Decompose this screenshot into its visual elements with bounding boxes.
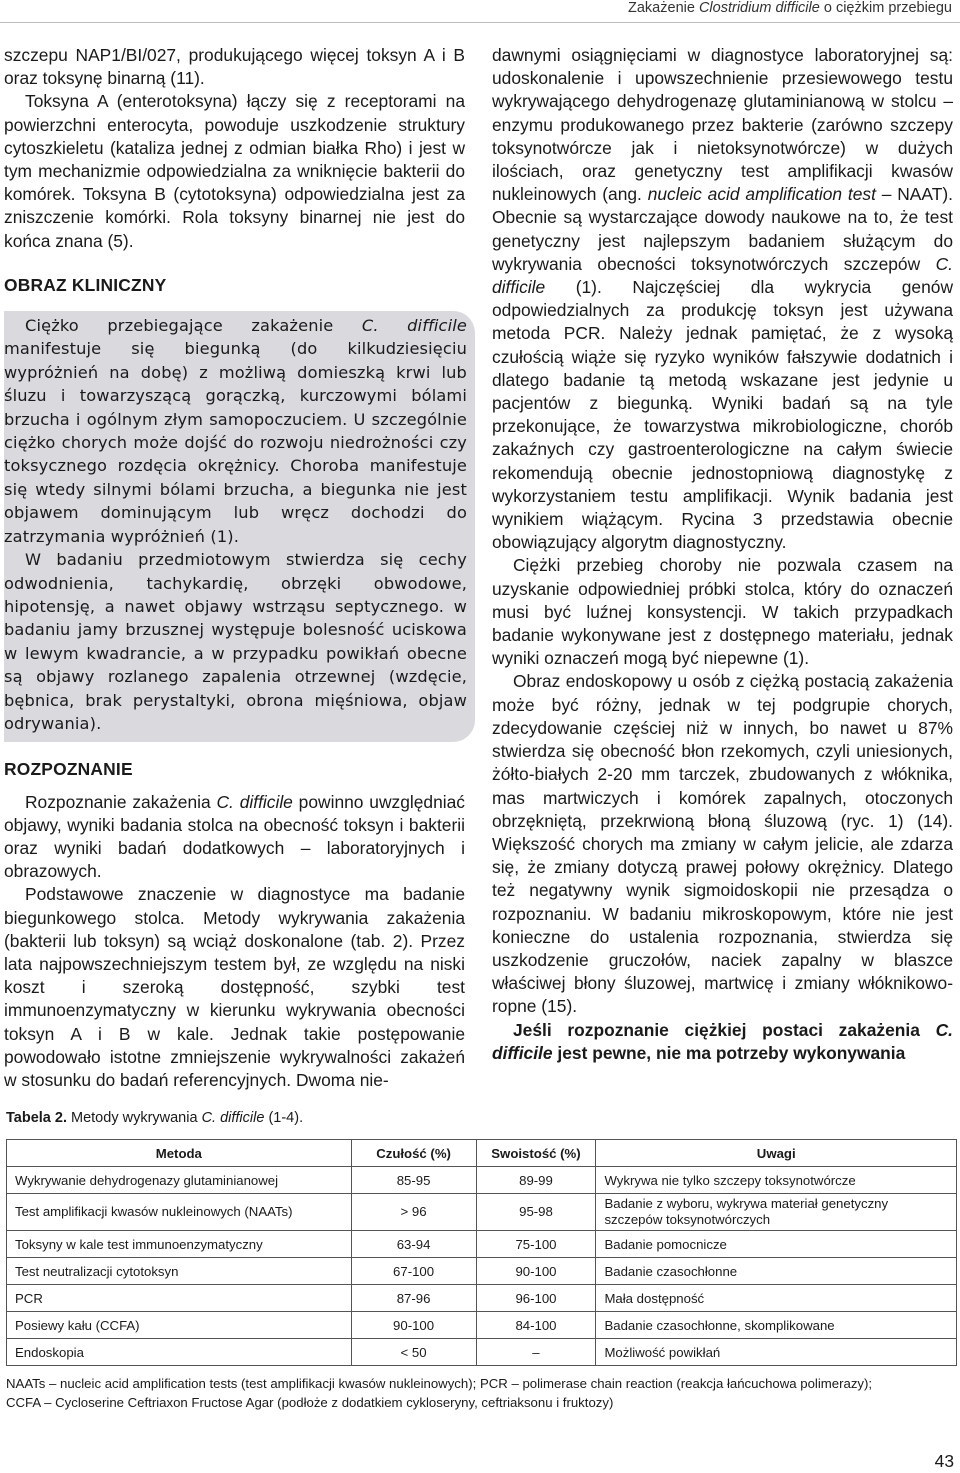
table-cell-notes: Badanie czasochłonne, skomplikowane [596,1312,957,1339]
running-header: Zakażenie Clostridium difficile o ciężkim przebiegu [628,0,952,16]
table-row [7,1285,957,1312]
table-cell-notes: Mała dostępność [596,1285,957,1312]
table-footnote [6,1374,958,1412]
table-cell-method: Posiewy kału (CCFA) [7,1312,352,1339]
right-column [492,44,953,1065]
section-heading-clinical: OBRAZ KLINICZNY [4,274,167,295]
table-cell-specificity: 96-100 [476,1285,596,1312]
table-cell-sensitivity: 85-95 [351,1167,476,1194]
paragraph: W badaniu przedmiotowym stwierdza się cechy odwodnienia, tachykardię, obrzęki obwodowe, hipotensję, a nawet objawy wstrząsu septycznego. w badaniu jamy brzusznej występuje bolesność uciskowa w lewym kwadrancie, a w przypadku powikłań obecne są objawy rozlanego zapalenia otrzewnej (wzdęcie, bębnica, brak perystaltyki, obrona mięśniowa, objaw odrywania). [4,550,467,733]
paragraph: Toksyna A (enterotoksyna) łączy się z receptorami na powierzchni enterocyta, powoduje uszkodzenie struktury cytoszkieletu (kataliza jednej z odmian białka Rho) i jest w tym mechanizmie odpowiedzialna za wniknięcie bakterii do komórek. Toksyna B (cytotoksyna) odpowiedzialna jest za zniszczenie komórki. Rola toksyny binarnej nie jest do końca znana (5). [4,91,465,251]
table-cell-method: PCR [7,1285,352,1312]
paragraph: Rozpoznanie zakażenia C. difficile powinno uwzględniać objawy, wyniki badania stolca na obecność toksyn i bakterii oraz wyniki badań dodatkowych – laboratoryjnych i obrazowych. [4,791,465,882]
table-cell-method: Test neutralizacji cytotoksyn [7,1258,352,1285]
table-row [7,1194,957,1231]
table-cell-sensitivity: 67-100 [351,1258,476,1285]
table-header-row [7,1140,957,1167]
table-cell-notes: Wykrywa nie tylko szczepy toksynotwórcze [596,1167,957,1194]
table-cell-notes: Możliwość powikłań [596,1339,957,1366]
table-cell-method: Wykrywanie dehydrogenazy glutaminianowej [7,1167,352,1194]
column-header: Czułość (%) [351,1140,476,1167]
table-row [7,1167,957,1194]
table-cell-sensitivity: > 96 [351,1194,476,1231]
section-heading-diagnosis: ROZPOZNANIE [4,759,133,780]
table-cell-notes: Badanie czasochłonne [596,1258,957,1285]
running-header-species: Clostridium difficile [698,0,820,16]
table-row [7,1231,957,1258]
paragraph: szczepu NAP1/BI/027, produkującego więcej toksyn A i B oraz toksynę binarną (11). [4,45,465,89]
header-rule [0,22,960,23]
table-cell-sensitivity: 63-94 [351,1231,476,1258]
table-cell-specificity: 95-98 [476,1194,596,1231]
column-header: Metoda [7,1140,352,1167]
column-header: Uwagi [596,1140,957,1167]
table-cell-notes: Badanie z wyboru, wykrywa materiał genetyczny szczepów toksynotwórczych [596,1194,957,1231]
table-cell-specificity: 90-100 [476,1258,596,1285]
paragraph: dawnymi osiągnięciami w diagnostyce laboratoryjnej są: udoskonalenie i upowszechnienie przesiewowego testu wykrywającego dehydrogenazę glutaminianową w stolcu – enzymu produkowanego przez bakterie (zarówno szczepy toksynotwórcze jak i nietoksynotwórcze) w dużych ilościach, oraz genetyczny test amplifikacji kwasów nukleinowych (ang. nucleic acid amplification test – NAAT). Obecnie są wystarczające dowody naukowe na to, że test genetyczny jest najlepszym badaniem służącym do wykrywania obecności toksynotwórczych szczepów C. difficile (1). Najczęściej dla wykrycia genów odpowiedzialnych za produkcję toksyn jest używana metoda PCR. Należy jednak pamiętać, że z wysoką czułością wiąże się ryzyko wyników fałszywie dodatnich i dlatego badanie tą metodą wskazane jest jedynie u pacjentów z biegunką. Wyniki badań są na tyle przekonujące, że towarzystwa mikrobiologiczne, chorób zakaźnych czy gastroenterologiczne na całym świecie rekomendują obecnie jednostopniową diagnostykę z wykorzystaniem testu amplifikacji. Wynik badania jest wynikiem wiążącym. Rycina 3 przedstawia obecnie obowiązujący algorytm diagnostyczny. [492,45,953,553]
methods-table [6,1139,957,1366]
footnote-line: NAATs – nucleic acid amplification tests (test amplifikacji kwasów nukleinowych); PCR – polimerase chain reaction (reakcja łańcuchowa polimerazy); [6,1376,873,1391]
paragraph-bold: Jeśli rozpoznanie ciężkiej postaci zakażenia C. difficile jest pewne, nie ma potrzeby wykonywania [492,1019,953,1063]
paragraph: Ciężki przebieg choroby nie pozwala czasem na uzyskanie odpowiedniej próbki stolca, który do oznaczeń musi być luźnej konsystencji. W takich przypadkach badanie wykonywane jest z dostępnego materiału, jednak wyniki oznaczeń mogą być niepewne (1). [492,555,953,669]
column-header: Swoistość (%) [476,1140,596,1167]
table-cell-sensitivity: 87-96 [351,1285,476,1312]
table-cell-sensitivity: 90-100 [351,1312,476,1339]
table-cell-method: Test amplifikacji kwasów nukleinowych (NAATs) [7,1194,352,1231]
table-cell-specificity: – [476,1339,596,1366]
table-row [7,1339,957,1366]
table-cell-specificity: 84-100 [476,1312,596,1339]
table-caption: Tabela 2. Metody wykrywania C. difficile (1-4). [6,1110,304,1126]
footnote-line: CCFA – Cycloserine Ceftriaxon Fructose Agar (podłoże z dodatkiem cykloseryny, ceftriaksonu i fruktozy) [6,1395,614,1410]
paragraph: Ciężko przebiegające zakażenie C. difficile manifestuje się biegunką (do kilkudziesięciu wypróżnień na dobę) z możliwą domieszką krwi lub śluzu i towarzyszącą gorączką, kurczowymi bólami brzucha i ogólnym złym samopoczuciem. U szczególnie ciężko chorych może dojść do rozwoju niedrożności czy toksycznego rozdęcia okrężnicy. Choroba manifestuje się wtedy silnymi bólami brzucha, a biegunka nie jest objawem dominującym lub wręcz dochodzi do zatrzymania wypróżnień (1). [4,316,468,546]
paragraph: Obraz endoskopowy u osób z ciężką postacią zakażenia może być różny, jednak w tej podgrupie chorych, zdecydowanie częściej niż w innych, bo nawet u 87% stwierdza się obecność błon rzekomych, czyli uniesionych, żółto-białych 2-20 mm tarczek, zbudowanych z włóknika, mas martwiczych i komórek zapalnych, otoczonych obrzękniętą, przekrwioną błoną śluzową (ryc. 1) (14). Większość chorych ma zmiany w całym jelicie, ale zdarza się, że zmiany dotyczą prawej połowy okrężnicy. Dlatego też negatywny wynik sigmoidoskopii nie przesądza o rozpoznaniu. W badaniu mikroskopowym, które nie jest konieczne do ustalenia rozpoznania, stwierdza się uszkodzenie gruczołów, naciek zapalny w blaszce właściwej błony śluzowej, martwicę i zmiany włóknikowo-ropne (15). [492,671,953,1017]
clinical-highlight-box [4,311,475,742]
paragraph: Podstawowe znaczenie w diagnostyce ma badanie biegunkowego stolca. Metody wykrywania zakażenia (bakterii lub toksyn) są wciąż doskonalone (tab. 2). Przez lata najpowszechniejszym testem był, ze względu na niski koszt i szeroką dostępność, szybki test immunoenzymatyczny w kierunku wykrywania obecności toksyn A i B w kale. Jednak takie postępowanie powodowało istotne zmniejszenie wykrywalności zakażeń w stosunku do badań referencyjnych. Dwoma nie- [4,884,465,1090]
table-row [7,1312,957,1339]
table-row [7,1258,957,1285]
table-cell-notes: Badanie pomocnicze [596,1231,957,1258]
left-column [4,44,468,1092]
table-cell-specificity: 89-99 [476,1167,596,1194]
table-cell-method: Toksyny w kale test immunoenzymatyczny [7,1231,352,1258]
table-cell-method: Endoskopia [7,1339,352,1366]
table-cell-specificity: 75-100 [476,1231,596,1258]
table-cell-sensitivity: < 50 [351,1339,476,1366]
page-number: 43 [934,1451,954,1471]
